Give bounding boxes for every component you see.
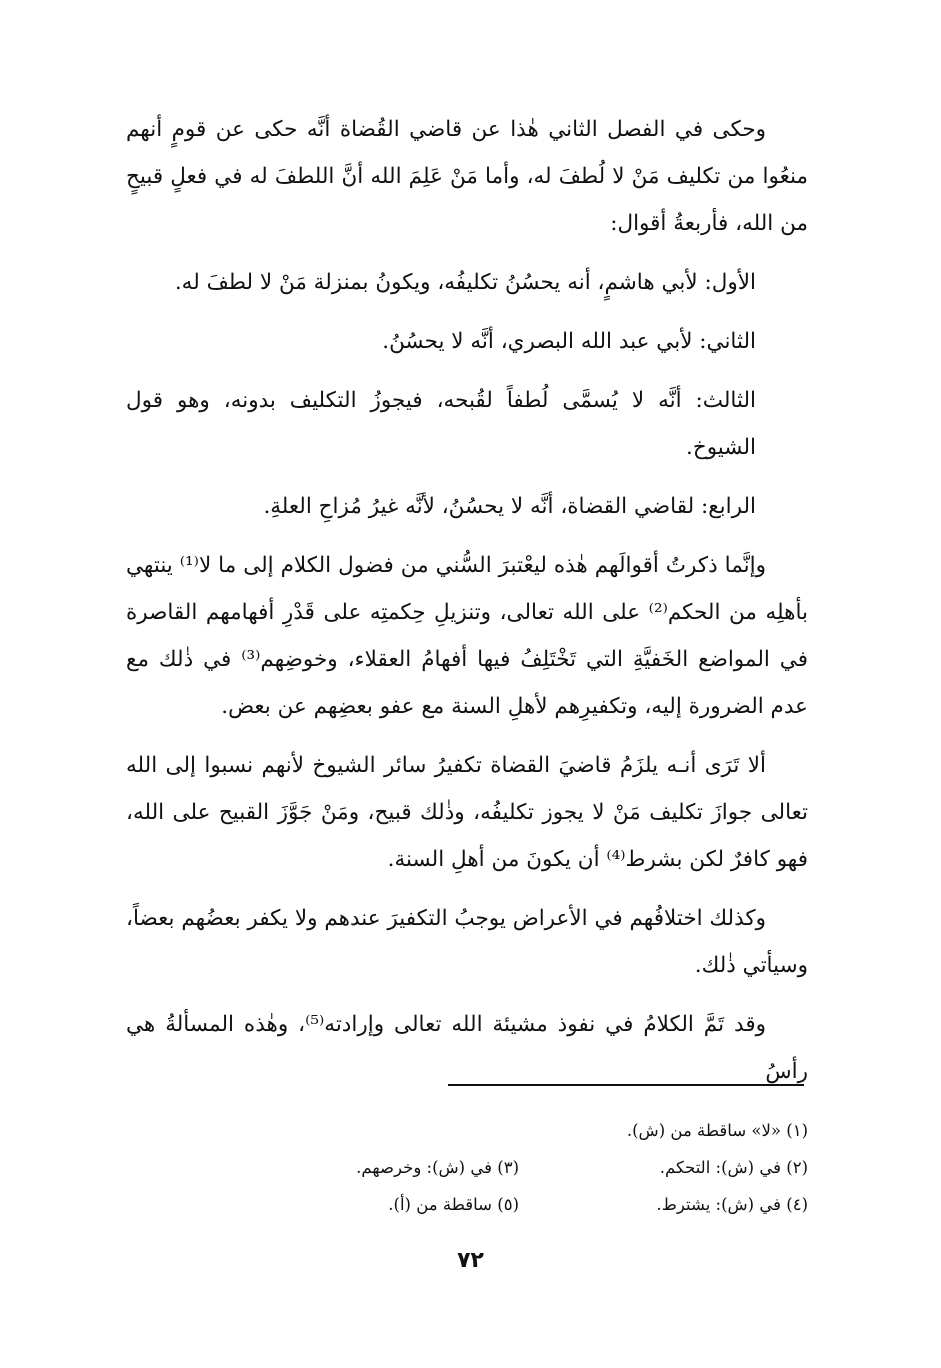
paragraph-third-opinion: الثالث: أنَّه لا يُسمَّى لُطفاً لقُبحه، فيجوزُ التكليف بدونه، وهو قول الشيوخ.	[126, 388, 756, 460]
paragraph-fourth-opinion: الرابع: لقاضي القضاة، أنَّه لا يحسُنُ، لأنَّه غيرُ مُزاحِ العلةِ.	[263, 494, 756, 519]
footnote-row	[230, 1149, 808, 1186]
paragraph-argument: ألا تَرَى أنـه يلزَمُ قاضيَ القضاة تكفيرُ سائر الشيوخ لأنهم نسبوا إلى الله تعالى جوازَ تكليف مَنْ لا يجوز تكليفُه، وذٰلك قبيح، ومَنْ جَوَّزَ القبيح على الله، فهو كافرٌ لكن بشرط⁽⁴⁾ أن يكونَ من أهلِ السنة.	[126, 753, 808, 872]
footnote-4: (٤) في (ش): يشترط.	[656, 1195, 808, 1214]
footnote-row	[230, 1186, 808, 1223]
footnotes	[230, 1112, 808, 1223]
paragraph-intro: وحكى في الفصل الثاني هٰذا عن قاضي القُضاة أنَّه حكى عن قومٍ أنهم منعُوا من تكليف مَنْ لا لُطفَ له، وأما مَنْ عَلِمَ الله أنَّ اللطفَ له في فعلٍ قبيحٍ من الله، فأربعةُ أقوال:	[126, 117, 808, 236]
footnote-2: (٢) في (ش): التحكم.	[659, 1158, 808, 1177]
footnote-divider	[448, 1084, 804, 1086]
footnote-empty	[230, 1112, 519, 1149]
paragraph-first-opinion: الأول: لأبي هاشمٍ، أنه يحسُنُ تكليفُه، ويكونُ بمنزلة مَنْ لا لطفَ له.	[174, 270, 756, 295]
paragraph-commentary: وإنَّما ذكرتُ أقوالَهم هٰذه ليعْتبرَ السُّني من فضول الكلام إلى ما لا⁽¹⁾ ينتهي بأهلِه من الحكم⁽²⁾ على الله تعالى، وتنزيلِ حِكمتِه على قَدْرِ أفهامهم القاصرة في المواضع الخَفيَّةِ التي تَخْتَلِفُ فيها أفهامُ العقلاء، وخوضِهم⁽³⁾ في ذٰلك مع عدم الضرورة إليه، وتكفيرِهم لأهلِ السنة مع عفو بعضِهم عن بعض.	[126, 553, 809, 719]
main-text	[126, 106, 808, 1107]
paragraph-second-opinion: الثاني: لأبي عبد الله البصري، أنَّه لا يحسُنُ.	[382, 329, 756, 354]
page-number: ٧٢	[457, 1248, 484, 1273]
footnote-1: (١) «لا» ساقطة من (ش).	[626, 1121, 808, 1140]
paragraph-conclusion: وقد تَمَّ الكلامُ في نفوذ مشيئة الله تعالى وإرادته⁽⁵⁾، وهٰذه المسألةُ هي رأسُ	[126, 1012, 808, 1084]
footnote-row	[230, 1112, 808, 1149]
footnote-3: (٣) في (ش): وخرصهم.	[356, 1158, 519, 1177]
paragraph-accidents: وكذلك اختلافُهم في الأعراض يوجبُ التكفيرَ عندهم ولا يكفر بعضُهم بعضاً، وسيأتي ذٰلك.	[126, 906, 808, 978]
footnote-5: (٥) ساقطة من (أ).	[388, 1195, 519, 1214]
